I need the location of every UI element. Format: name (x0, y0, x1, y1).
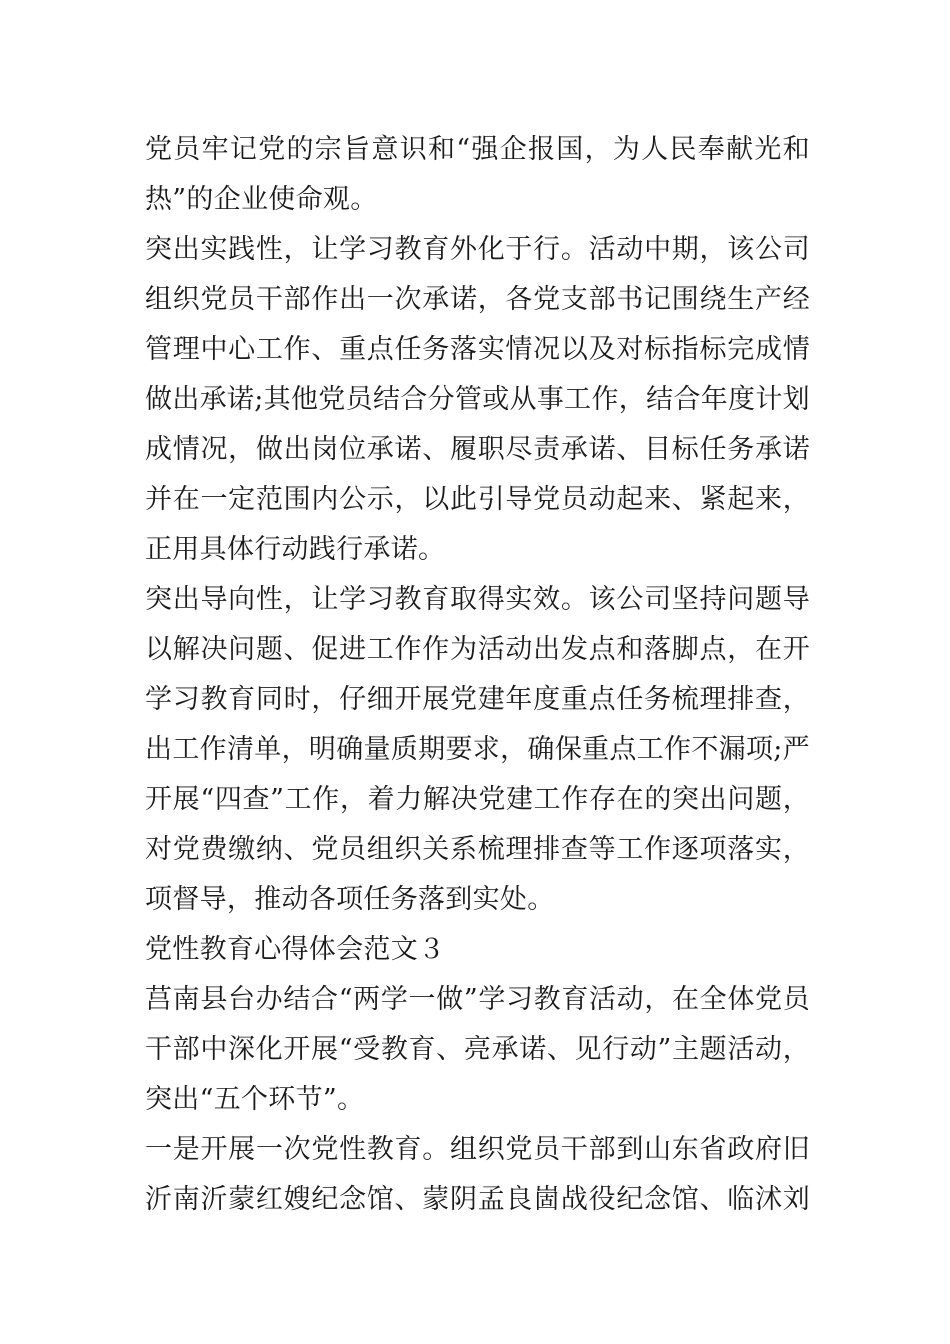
document-body (145, 125, 810, 1225)
text-line: 开展“四查”工作，着力解决党建工作存在的突出问题， (145, 784, 810, 815)
text-line: 热”的企业使命观。 (145, 184, 378, 215)
text-line: 组织党员干部作出一次承诺，各党支部书记围绕生产经 (145, 284, 810, 315)
text-line: 做出承诺;其他党员结合分管或从事工作，结合年度计划 (145, 384, 810, 415)
text-line: 突出“五个环节”。 (145, 1084, 365, 1115)
text-line: 管理中心工作、重点任务落实情况以及对标指标完成情 (145, 334, 810, 365)
text-line: 项督导，推动各项任务落到实处。 (145, 884, 555, 915)
text-line: 突出实践性，让学习教育外化于行。活动中期，该公司 (145, 234, 810, 265)
text-line: 莒南县台办结合“两学一做”学习教育活动，在全体党员 (145, 984, 810, 1015)
text-line: 以解决问题、促进工作作为活动出发点和落脚点，在开 (145, 634, 810, 665)
text-line: 党员牢记党的宗旨意识和“强企报国，为人民奉献光和 (145, 134, 810, 165)
text-line: 出工作清单，明确量质期要求，确保重点工作不漏项;严 (145, 734, 810, 765)
text-line: 党性教育心得体会范文３ (145, 934, 446, 965)
text-line: 一是开展一次党性教育。组织党员干部到山东省政府旧 (145, 1134, 810, 1165)
text-line: 对党费缴纳、党员组织关系梳理排查等工作逐项落实， (145, 834, 810, 865)
text-line: 干部中深化开展“受教育、亮承诺、见行动”主题活动， (145, 1034, 810, 1065)
text-line: 正用具体行动践行承诺。 (145, 534, 446, 565)
text-line: 学习教育同时，仔细开展党建年度重点任务梳理排查， (145, 684, 810, 715)
text-line: 沂南沂蒙红嫂纪念馆、蒙阴孟良崮战役纪念馆、临沭刘 (145, 1184, 810, 1215)
text-line: 突出导向性，让学习教育取得实效。该公司坚持问题导 (145, 584, 810, 615)
text-line: 并在一定范围内公示，以此引导党员动起来、紧起来， (145, 484, 810, 515)
text-line: 成情况，做出岗位承诺、履职尽责承诺、目标任务承诺 (145, 434, 810, 465)
